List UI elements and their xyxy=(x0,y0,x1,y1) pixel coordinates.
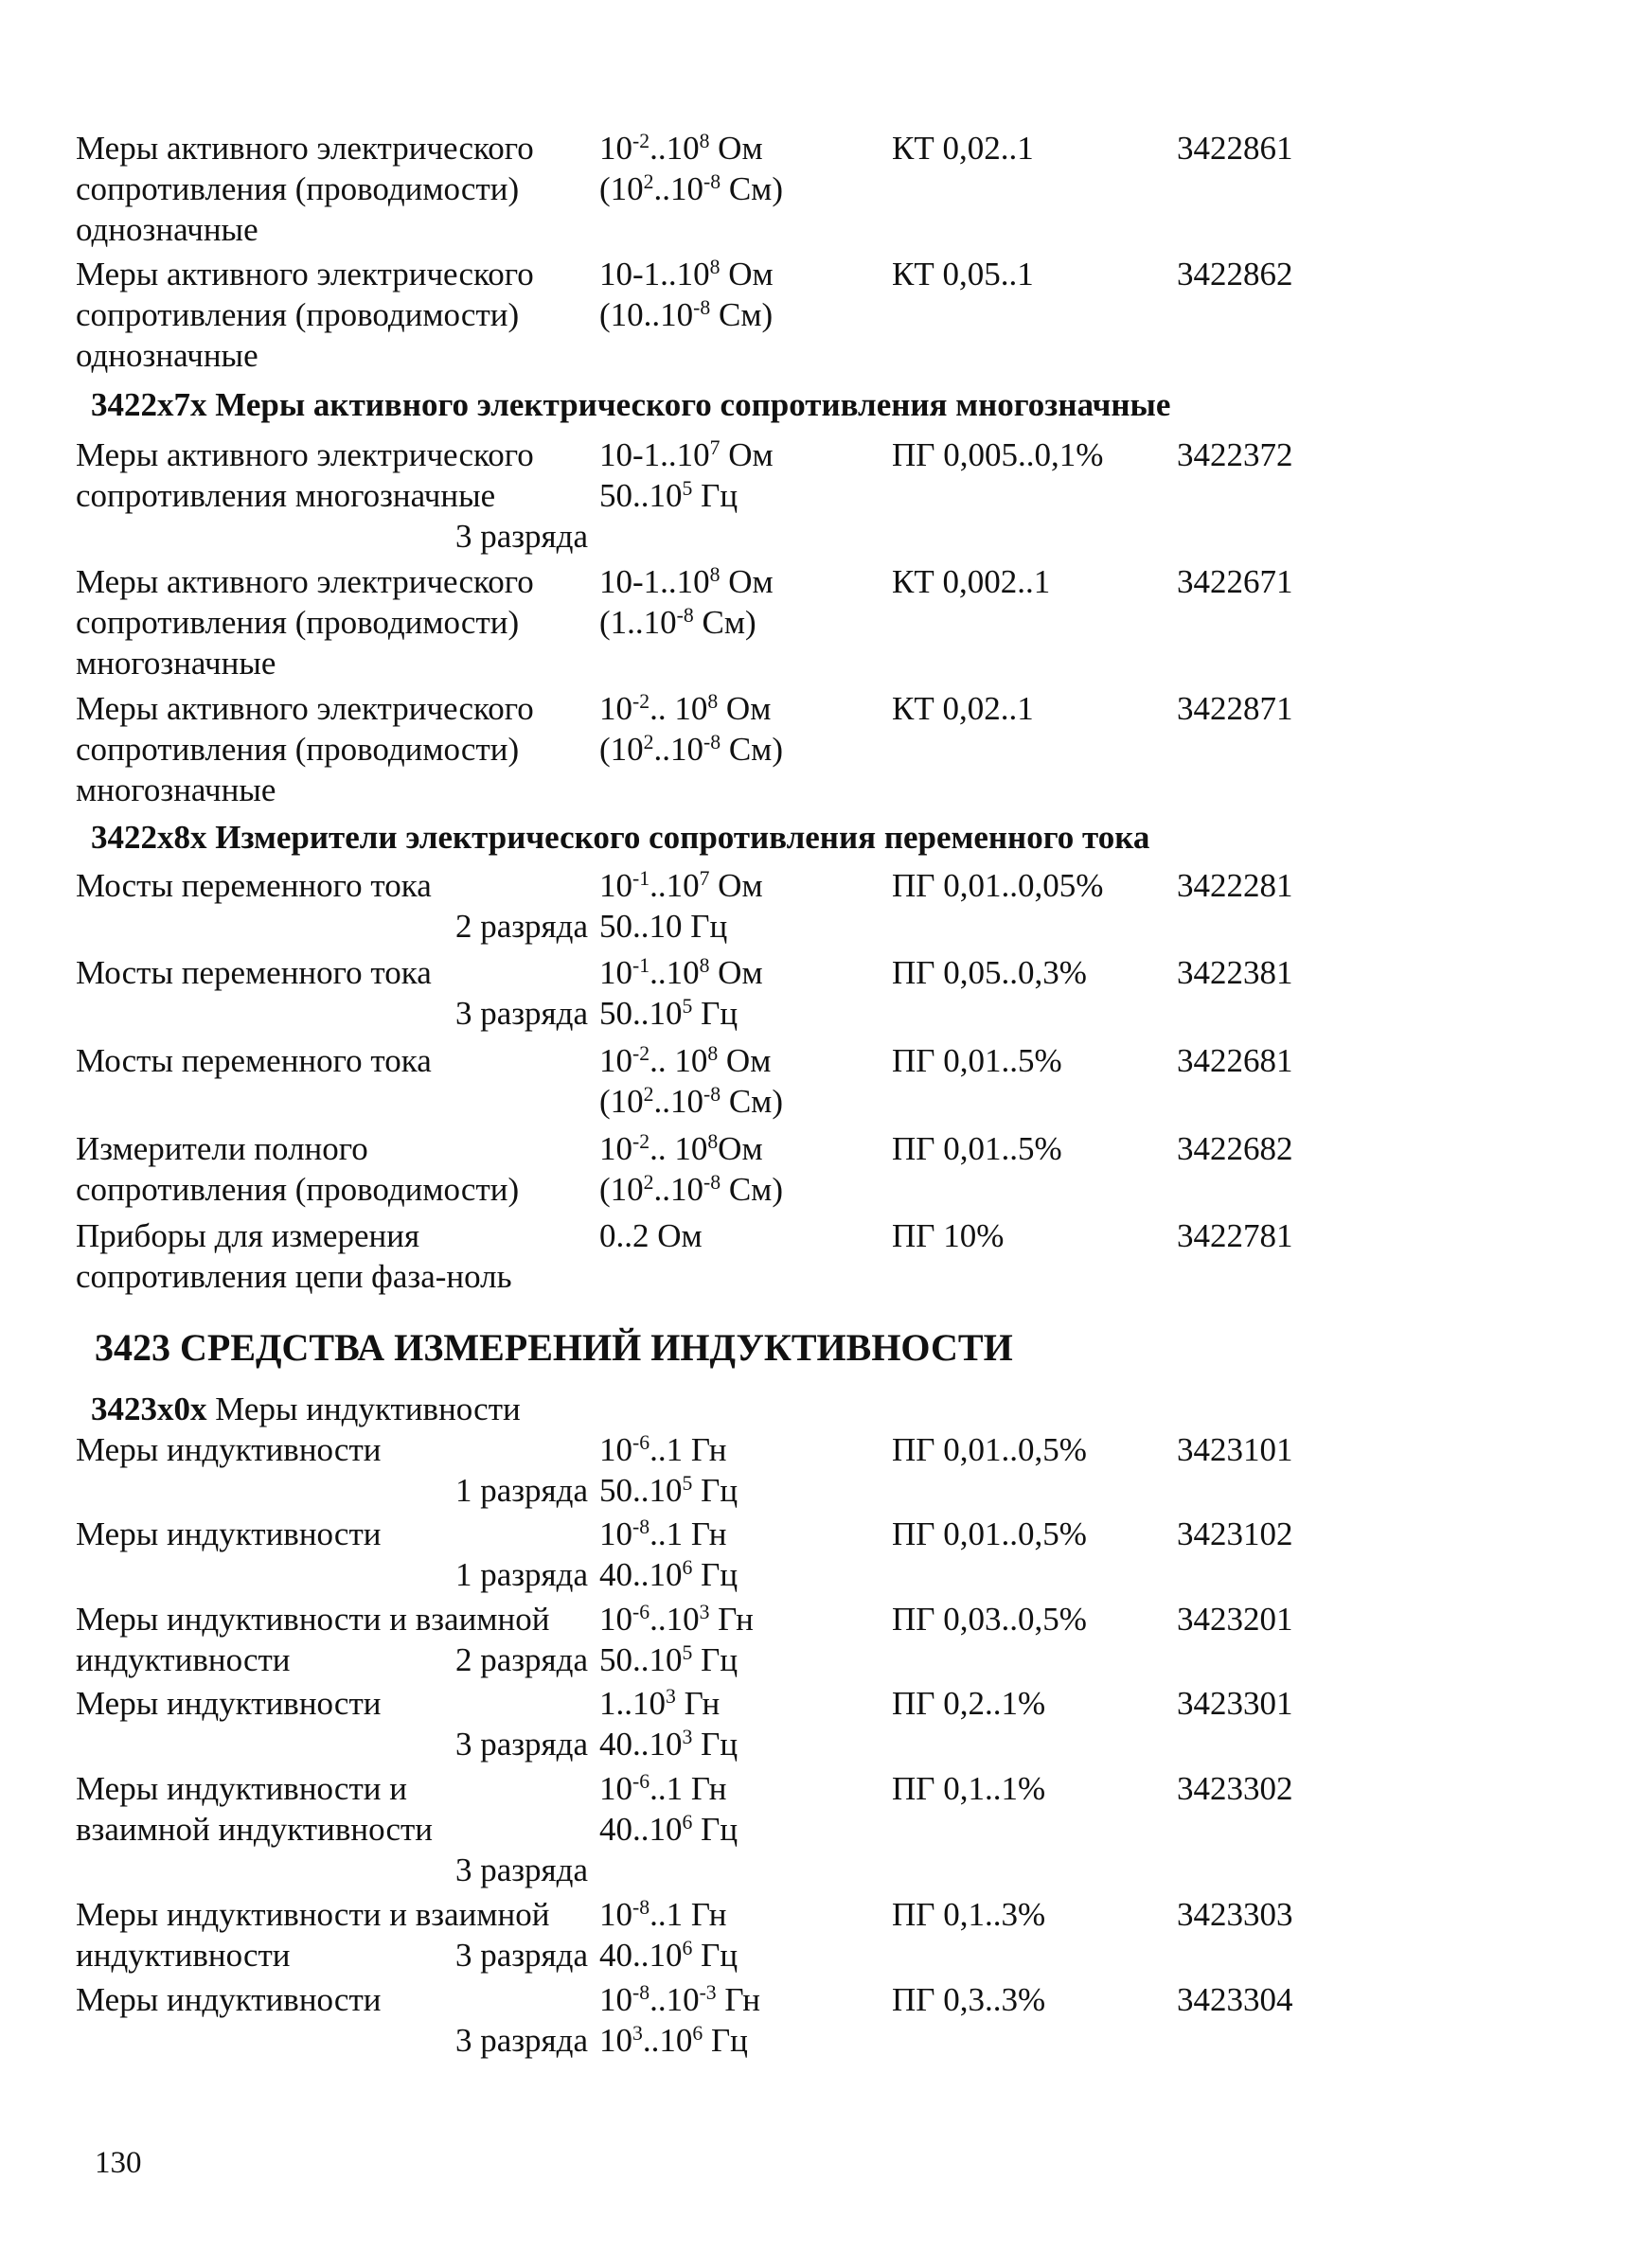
range-text: ..10 xyxy=(649,954,700,991)
range-text: (10 xyxy=(599,1083,644,1120)
code-cell: 3422681 xyxy=(1177,1042,1293,1079)
exponent: 3 xyxy=(699,1601,710,1624)
name-line: Меры индуктивности xyxy=(76,1431,382,1468)
exponent: -3 xyxy=(699,1981,717,2005)
code-cell: 3422871 xyxy=(1177,690,1293,727)
exponent: -8 xyxy=(693,296,711,320)
range-text: ..10 xyxy=(649,1601,700,1638)
section-code: 3422х8х xyxy=(91,819,207,856)
range-text: 10-1..10 xyxy=(599,256,710,292)
code-cell: 3423303 xyxy=(1177,1896,1293,1933)
instrument-name-cell xyxy=(76,434,592,557)
exponent: 6 xyxy=(682,1556,693,1580)
measurement-range-cell xyxy=(599,1683,883,1764)
exponent: -1 xyxy=(632,867,650,891)
range-text: Ом xyxy=(720,256,774,292)
code-cell: 3423302 xyxy=(1177,1770,1293,1807)
name-line: Мосты переменного тока xyxy=(76,1042,432,1079)
range-text: 10 xyxy=(599,690,632,727)
name-line: сопротивления (проводимости) xyxy=(76,1171,520,1208)
instrument-name-cell xyxy=(76,1768,592,1890)
grade-label: 2 разряда xyxy=(454,908,588,945)
accuracy-cell: ПГ 0,01..0,5% xyxy=(892,1515,1087,1552)
range-text: Гц xyxy=(692,1937,738,1974)
accuracy-cell: ПГ 0,3..3% xyxy=(892,1981,1046,2018)
exponent: -6 xyxy=(632,1601,650,1624)
name-line: Меры индуктивности xyxy=(76,1981,382,2018)
range-text: ..10 xyxy=(649,867,700,904)
exponent: 5 xyxy=(682,477,693,501)
exponent: 3 xyxy=(666,1685,676,1709)
code-cell: 3423101 xyxy=(1177,1431,1293,1468)
name-line: Меры индуктивности и взаимной xyxy=(76,1601,550,1638)
name-line: многозначные xyxy=(76,645,276,682)
range-text: 0..2 Ом xyxy=(599,1217,703,1254)
name-line: Меры активного электрического xyxy=(76,256,534,292)
exponent: 8 xyxy=(707,690,719,714)
name-line: Меры индуктивности и взаимной xyxy=(76,1896,550,1933)
measurement-range-cell xyxy=(599,688,883,770)
exponent: -6 xyxy=(632,1770,650,1794)
exponent: -8 xyxy=(632,1981,650,2005)
exponent: -2 xyxy=(632,130,650,153)
exponent: 2 xyxy=(643,1171,654,1195)
code-cell: 3423102 xyxy=(1177,1515,1293,1552)
range-line xyxy=(599,729,883,770)
exponent: -8 xyxy=(703,170,721,194)
accuracy-cell: КТ 0,002..1 xyxy=(892,563,1051,600)
range-text: См) xyxy=(710,296,774,333)
section-heading-3422x7x xyxy=(91,384,1170,425)
accuracy-cell: ПГ 0,1..3% xyxy=(892,1896,1046,1933)
code-cell: 3422381 xyxy=(1177,954,1293,991)
name-line: Мосты переменного тока xyxy=(76,954,432,991)
accuracy-cell: ПГ 0,01..5% xyxy=(892,1130,1062,1167)
range-line xyxy=(599,2020,883,2061)
range-text: Гц xyxy=(692,1556,738,1593)
range-line xyxy=(599,1979,883,2020)
measurement-range-cell xyxy=(599,1128,883,1210)
range-text: 40..10 xyxy=(599,1556,683,1593)
range-text: ..1 Гн xyxy=(649,1431,727,1468)
exponent: 7 xyxy=(709,436,721,460)
exponent: 8 xyxy=(709,563,721,587)
name-line: сопротивления цепи фаза-ноль xyxy=(76,1258,512,1295)
section-code: 3423х0х xyxy=(91,1391,207,1427)
instrument-name-cell xyxy=(76,1599,592,1680)
exponent: -8 xyxy=(703,731,721,754)
exponent: 2 xyxy=(643,1083,654,1107)
range-text: 10 xyxy=(599,1515,632,1552)
range-line xyxy=(599,1081,883,1122)
section-code: 3422х7х xyxy=(91,386,207,423)
range-text: 10 xyxy=(599,2022,632,2059)
grade-label: 3 разряда xyxy=(454,1852,588,1888)
grade-label: 1 разряда xyxy=(454,1472,588,1509)
range-line xyxy=(599,1128,883,1169)
instrument-name-cell xyxy=(76,1683,592,1763)
section-heading-3423x0x xyxy=(91,1389,521,1429)
exponent: 3 xyxy=(682,1726,693,1749)
range-line xyxy=(599,952,883,993)
range-text: (10..10 xyxy=(599,296,694,333)
range-text: .. 10 xyxy=(649,1042,708,1079)
measurement-range-cell xyxy=(599,128,883,209)
name-line: однозначные xyxy=(76,337,258,374)
exponent: 6 xyxy=(682,1937,693,1960)
name-line: индуктивности 2 разряда xyxy=(76,1641,588,1678)
measurement-range-cell xyxy=(599,1979,883,2061)
range-text: См) xyxy=(721,170,783,207)
range-line xyxy=(599,1935,883,1976)
accuracy-cell: ПГ 0,2..1% xyxy=(892,1685,1046,1722)
range-text: ..10 xyxy=(653,170,703,207)
range-text: .. 10 xyxy=(649,1130,708,1167)
accuracy-cell: ПГ 0,01..0,05% xyxy=(892,867,1104,904)
range-text: ..10 xyxy=(649,130,700,167)
accuracy-cell: КТ 0,02..1 xyxy=(892,130,1034,167)
instrument-name-cell xyxy=(76,865,592,945)
grade-label: 3 разряда xyxy=(454,1937,588,1974)
range-text: (10 xyxy=(599,731,644,768)
name-line: сопротивления (проводимости) xyxy=(76,170,520,207)
range-text: Гц xyxy=(692,1726,738,1763)
exponent: -8 xyxy=(676,604,694,628)
range-line xyxy=(599,1554,883,1595)
range-text: См) xyxy=(721,1171,783,1208)
range-line xyxy=(599,1040,883,1081)
accuracy-cell: КТ 0,05..1 xyxy=(892,256,1034,292)
range-text: Ом xyxy=(718,1042,772,1079)
range-text: 40..10 xyxy=(599,1811,683,1848)
name-line: Меры активного электрического xyxy=(76,436,534,473)
code-cell: 3422682 xyxy=(1177,1130,1293,1167)
range-line xyxy=(599,475,883,516)
exponent: -2 xyxy=(632,1130,650,1154)
range-text: .. 10 xyxy=(649,690,708,727)
range-text: Гн xyxy=(716,1981,761,2018)
range-line xyxy=(599,254,883,294)
range-text: 50..10 Гц xyxy=(599,908,728,945)
range-text: 50..10 xyxy=(599,995,683,1032)
measurement-range-cell xyxy=(599,254,883,335)
range-text: 10 xyxy=(599,130,632,167)
exponent: 2 xyxy=(643,170,654,194)
grade-label: 2 разряда xyxy=(454,1641,588,1678)
exponent: -8 xyxy=(703,1083,721,1107)
instrument-name-cell xyxy=(76,128,592,250)
range-text: Ом xyxy=(709,867,763,904)
exponent: 2 xyxy=(643,731,654,754)
measurement-range-cell xyxy=(599,1040,883,1122)
range-text: Гц xyxy=(692,477,738,514)
measurement-range-cell xyxy=(599,434,883,516)
code-cell: 3422281 xyxy=(1177,867,1293,904)
range-line xyxy=(599,1768,883,1809)
range-line xyxy=(599,1514,883,1554)
range-text: 50..10 xyxy=(599,477,683,514)
exponent: 7 xyxy=(699,867,710,891)
exponent: -2 xyxy=(632,1042,650,1066)
range-line xyxy=(599,1639,883,1680)
range-text: 1..10 xyxy=(599,1685,666,1722)
instrument-name-cell xyxy=(76,1979,592,2059)
name-line: Измерители полного xyxy=(76,1130,368,1167)
exponent: 8 xyxy=(699,954,710,978)
range-text: ..10 xyxy=(653,731,703,768)
range-text: Гц xyxy=(692,1641,738,1678)
instrument-name-cell xyxy=(76,1894,592,1976)
measurement-range-cell xyxy=(599,865,883,947)
range-text: ..10 xyxy=(653,1083,703,1120)
range-line xyxy=(599,1724,883,1764)
range-text: 10 xyxy=(599,1431,632,1468)
range-text: 10 xyxy=(599,1042,632,1079)
range-text: 10 xyxy=(599,1770,632,1807)
name-line: Меры активного электрического xyxy=(76,690,534,727)
range-text: Ом xyxy=(720,563,774,600)
instrument-name-cell xyxy=(76,254,592,376)
section-title: Меры активного электрического сопротивления многозначные xyxy=(215,386,1171,423)
exponent: 8 xyxy=(707,1130,719,1154)
name-line: Меры индуктивности xyxy=(76,1685,382,1722)
measurement-range-cell xyxy=(599,1894,883,1976)
range-text: См) xyxy=(693,604,756,641)
exponent: -1 xyxy=(632,954,650,978)
exponent: 3 xyxy=(632,2022,643,2046)
range-text: 40..10 xyxy=(599,1726,683,1763)
instrument-name-cell xyxy=(76,1215,592,1297)
name-line: Меры активного электрического xyxy=(76,563,534,600)
measurement-range-cell xyxy=(599,1215,883,1256)
range-text: Ом xyxy=(718,1130,763,1167)
section-title: Измерители электрического сопротивления переменного тока xyxy=(215,819,1150,856)
chapter-heading: 3423 СРЕДСТВА ИЗМЕРЕНИЙ ИНДУКТИВНОСТИ xyxy=(95,1326,1013,1369)
range-text: ..1 Гн xyxy=(649,1770,727,1807)
instrument-name-cell xyxy=(76,688,592,810)
accuracy-cell: ПГ 0,03..0,5% xyxy=(892,1601,1087,1638)
name-line: сопротивления многозначные xyxy=(76,477,496,514)
range-text: Гц xyxy=(692,995,738,1032)
range-text: 10 xyxy=(599,867,632,904)
range-line xyxy=(599,1894,883,1935)
name-line: Приборы для измерения xyxy=(76,1217,420,1254)
range-text: 50..10 xyxy=(599,1641,683,1678)
range-line xyxy=(599,294,883,335)
name-line: сопротивления (проводимости) xyxy=(76,296,520,333)
name-line: индуктивности 3 разряда xyxy=(76,1937,588,1974)
range-text: Ом xyxy=(709,130,763,167)
code-cell: 3422861 xyxy=(1177,130,1293,167)
exponent: 5 xyxy=(682,1641,693,1665)
name-line: Меры индуктивности и xyxy=(76,1770,407,1807)
range-text: 10 xyxy=(599,1896,632,1933)
range-text: 10 xyxy=(599,1601,632,1638)
page-number: 130 xyxy=(95,2146,142,2180)
measurement-range-cell xyxy=(599,1514,883,1595)
exponent: -8 xyxy=(632,1896,650,1920)
range-text: Ом xyxy=(709,954,763,991)
name-line: сопротивления (проводимости) xyxy=(76,604,520,641)
range-text: ..1 Гн xyxy=(649,1896,727,1933)
name-line: Меры индуктивности xyxy=(76,1515,382,1552)
exponent: -8 xyxy=(703,1171,721,1195)
code-cell: 3423304 xyxy=(1177,1981,1293,2018)
range-text: 40..10 xyxy=(599,1937,683,1974)
code-cell: 3422862 xyxy=(1177,256,1293,292)
range-text: Гн xyxy=(709,1601,754,1638)
range-text: Ом xyxy=(718,690,772,727)
range-text: ..1 Гн xyxy=(649,1515,727,1552)
exponent: 5 xyxy=(682,1472,693,1496)
range-line xyxy=(599,993,883,1034)
range-line xyxy=(599,865,883,906)
accuracy-cell: КТ 0,02..1 xyxy=(892,690,1034,727)
range-text: ..10 xyxy=(642,2022,693,2059)
name-line: многозначные xyxy=(76,771,276,808)
range-text: 50..10 xyxy=(599,1472,683,1509)
name-line: Меры активного электрического xyxy=(76,130,534,167)
grade-label: 3 разряда xyxy=(454,518,588,555)
grade-label: 1 разряда xyxy=(454,1556,588,1593)
code-cell: 3422781 xyxy=(1177,1217,1293,1254)
range-line xyxy=(599,434,883,475)
name-line: взаимной индуктивности xyxy=(76,1811,434,1848)
accuracy-cell: ПГ 0,1..1% xyxy=(892,1770,1046,1807)
grade-label: 3 разряда xyxy=(454,1726,588,1763)
instrument-name-cell xyxy=(76,1429,592,1509)
range-text: Гц xyxy=(692,1472,738,1509)
range-text: См) xyxy=(721,731,783,768)
exponent: -8 xyxy=(632,1515,650,1539)
instrument-name-cell xyxy=(76,1514,592,1593)
range-line xyxy=(599,168,883,209)
accuracy-cell: ПГ 0,01..0,5% xyxy=(892,1431,1087,1468)
range-text: (1..10 xyxy=(599,604,677,641)
range-line xyxy=(599,688,883,729)
code-cell: 3423201 xyxy=(1177,1601,1293,1638)
exponent: -2 xyxy=(632,690,650,714)
range-line xyxy=(599,1470,883,1511)
name-line: однозначные xyxy=(76,211,258,248)
exponent: -6 xyxy=(632,1431,650,1455)
instrument-name-cell xyxy=(76,952,592,1032)
range-text: Гц xyxy=(692,1811,738,1848)
measurement-range-cell xyxy=(599,561,883,643)
section-title: Меры индуктивности xyxy=(215,1391,521,1427)
range-text: Гн xyxy=(675,1685,721,1722)
range-line xyxy=(599,1429,883,1470)
exponent: 8 xyxy=(699,130,710,153)
accuracy-cell: ПГ 0,05..0,3% xyxy=(892,954,1087,991)
range-text: 10-1..10 xyxy=(599,436,710,473)
range-text: 10 xyxy=(599,1981,632,2018)
range-line xyxy=(599,1599,883,1639)
range-text: 10-1..10 xyxy=(599,563,710,600)
range-text: Гц xyxy=(703,2022,748,2059)
exponent: 6 xyxy=(692,2022,703,2046)
instrument-name-cell xyxy=(76,561,592,683)
measurement-range-cell xyxy=(599,1429,883,1511)
range-line xyxy=(599,1169,883,1210)
range-text: 10 xyxy=(599,1130,632,1167)
range-text: (10 xyxy=(599,170,644,207)
measurement-range-cell xyxy=(599,952,883,1034)
accuracy-cell: ПГ 10% xyxy=(892,1217,1005,1254)
range-line xyxy=(599,906,883,947)
exponent: 8 xyxy=(707,1042,719,1066)
code-cell: 3423301 xyxy=(1177,1685,1293,1722)
range-text: (10 xyxy=(599,1171,644,1208)
grade-label: 3 разряда xyxy=(454,2022,588,2059)
name-line: Мосты переменного тока xyxy=(76,867,432,904)
accuracy-cell: ПГ 0,005..0,1% xyxy=(892,436,1104,473)
range-text: См) xyxy=(721,1083,783,1120)
instrument-name-cell xyxy=(76,1040,592,1081)
code-cell: 3422671 xyxy=(1177,563,1293,600)
exponent: 5 xyxy=(682,995,693,1019)
grade-label: 3 разряда xyxy=(454,995,588,1032)
measurement-range-cell xyxy=(599,1599,883,1680)
range-line xyxy=(599,128,883,168)
section-heading-3422x8x xyxy=(91,817,1149,858)
range-line xyxy=(599,602,883,643)
range-text: 10 xyxy=(599,954,632,991)
range-text: Ом xyxy=(720,436,774,473)
name-line: сопротивления (проводимости) xyxy=(76,731,520,768)
range-line xyxy=(599,1809,883,1850)
range-text: ..10 xyxy=(649,1981,700,2018)
range-line xyxy=(599,1215,883,1256)
code-cell: 3422372 xyxy=(1177,436,1293,473)
instrument-name-cell xyxy=(76,1128,592,1210)
measurement-range-cell xyxy=(599,1768,883,1850)
exponent: 8 xyxy=(709,256,721,279)
range-line xyxy=(599,1683,883,1724)
exponent: 6 xyxy=(682,1811,693,1834)
accuracy-cell: ПГ 0,01..5% xyxy=(892,1042,1062,1079)
range-text: ..10 xyxy=(653,1171,703,1208)
range-line xyxy=(599,561,883,602)
